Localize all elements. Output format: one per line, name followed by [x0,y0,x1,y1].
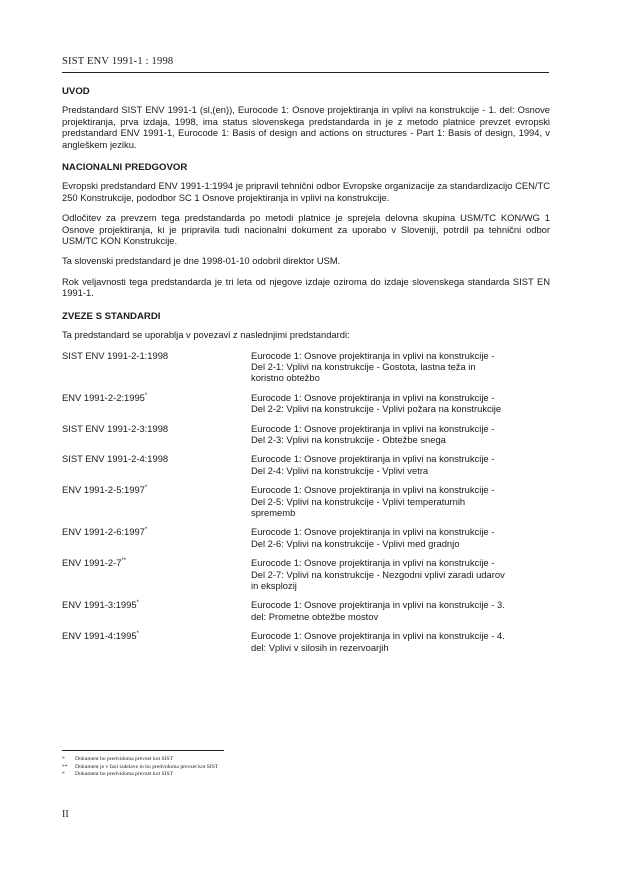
page-content [62,86,550,661]
standard-description: Eurocode 1: Osnove projektiranja in vplivi na konstrukcije - Del 2-5: Vplivi na konstrukcije - Vplivi temperaturnih sprememb [251,484,495,518]
uvod-paragraph: Predstandard SIST ENV 1991-1 (sl,(en)), Eurocode 1: Osnove projektiranja in vplivi na konstrukcije - 1. del: Osnove projektiranja, prva izdaja, 1998, ima status slovenskega predstandarda in je z metodo platnice prevzet evropski predstandard ENV 1991-1, Eurocode 1: Basis of design and actions on structures - Part 1: Basis of design, 1994, v angleškem jeziku. [62,104,550,150]
standard-row [62,484,550,518]
standard-description: Eurocode 1: Osnove projektiranja in vplivi na konstrukcije - Del 2-2: Vplivi na konstrukcije - Vplivi požara na konstrukcije [251,391,502,415]
nacionalni-paragraph-4: Rok veljavnosti tega predstandarda je tri leta od njegove izdaje oziroma do izdaje slovenskega standarda SIST EN 1991-1. [62,275,550,299]
standard-row [62,453,550,476]
standards-list [62,350,550,654]
header-rule [62,72,549,73]
section-title-nacionalni: NACIONALNI PREDGOVOR [62,162,188,174]
header-subtext: ........ [70,66,78,71]
standard-description: Eurocode 1: Osnove projektiranja in vplivi na konstrukcije - 4. del: Vplivi v silosih in rezervoarjih [251,630,505,653]
standard-description: Eurocode 1: Osnove projektiranja in vplivi na konstrukcije - Del 2-4: Vplivi na konstrukcije - Vplivi vetra [251,453,495,476]
standard-description: Eurocode 1: Osnove projektiranja in vplivi na konstrukcije - Del 2-7: Vplivi na konstrukcije - Nezgodni vplivi zaradi udarov in eksplozij [251,557,505,591]
footnote [62,764,218,772]
standard-code: ENV 1991-3:1995* [62,599,139,611]
standard-code: SIST ENV 1991-2-3:1998 [62,422,169,434]
nacionalni-paragraph-1: Evropski predstandard ENV 1991-1:1994 je pripravil tehnični odbor Evropske organizacije za standardizacijo CEN/TC 250 Konstrukcije, pododbor SC 1 Osnove projektiranja in vplivi na konstrukcije. [62,180,550,203]
page-number: II [62,809,69,820]
standard-row [62,557,550,591]
standard-code: ENV 1991-2-5:1997* [62,484,148,496]
standard-description: Eurocode 1: Osnove projektiranja in vplivi na konstrukcije - 3. del: Prometne obtežbe mostov [251,599,505,622]
standard-description: Eurocode 1: Osnove projektiranja in vplivi na konstrukcije - Del 2-3: Vplivi na konstrukcije - Obtežbe snega [251,422,495,445]
footnote-mark: * [62,771,65,778]
footnote-rule [62,750,224,751]
standard-row [62,526,550,549]
footnote [62,771,218,779]
standard-row [62,350,550,384]
standard-row [62,630,550,653]
document-code: SIST ENV 1991-1 : 1998 [62,56,174,67]
standard-description: Eurocode 1: Osnove projektiranja in vplivi na konstrukcije - Del 2-6: Vplivi na konstrukcije - Vplivi med gradnjo [251,526,495,549]
footnote-text: Dokument bo predvidoma prevzet kot SIST [75,771,174,778]
standard-row [62,392,550,415]
standard-row [62,599,550,622]
section-title-uvod: UVOD [62,86,90,97]
standard-code: SIST ENV 1991-2-1:1998 [62,349,169,361]
footnotes [62,756,218,779]
standard-code: ENV 1991-2-2:1995* [62,391,148,403]
footnote-text: Dokument bo predvidoma prevzet kot SIST [75,756,174,762]
footnote [62,756,218,764]
zveze-intro: Ta predstandard se uporablja v povezavi z naslednjimi predstandardi: [62,329,350,341]
standard-code: ENV 1991-4:1995* [62,630,139,642]
standard-code: SIST ENV 1991-2-4:1998 [62,453,169,465]
footnote-text: Dokument je v fazi izdelave in bo predvidoma prevzet kot SIST [75,763,219,770]
footnote-mark: * [62,756,65,762]
standard-code: ENV 1991-2-7** [62,557,127,569]
footnote-mark: ** [62,763,68,770]
standard-row [62,423,550,446]
nacionalni-paragraph-3: Ta slovenski predstandard je dne 1998-01-10 odobril direktor USM. [62,255,341,267]
standard-code: ENV 1991-2-6:1997* [62,526,148,538]
nacionalni-paragraph-2: Odločitev za prevzem tega predstandarda po metodi platnice je sprejela delovna skupina USM/TC KON/WG 1 Osnove projektiranja, ki je pripravila tudi nacionalni dokument za uporabo v Sloveniji, potrdil pa tehnični odbor USM/TC KON Konstrukcije. [62,212,550,247]
section-title-zveze: ZVEZE S STANDARDI [62,310,161,322]
standard-description: Eurocode 1: Osnove projektiranja in vplivi na konstrukcije - Del 2-1: Vplivi na konstrukcije - Gostota, lastna teža in koristno obtežbo [251,349,495,384]
